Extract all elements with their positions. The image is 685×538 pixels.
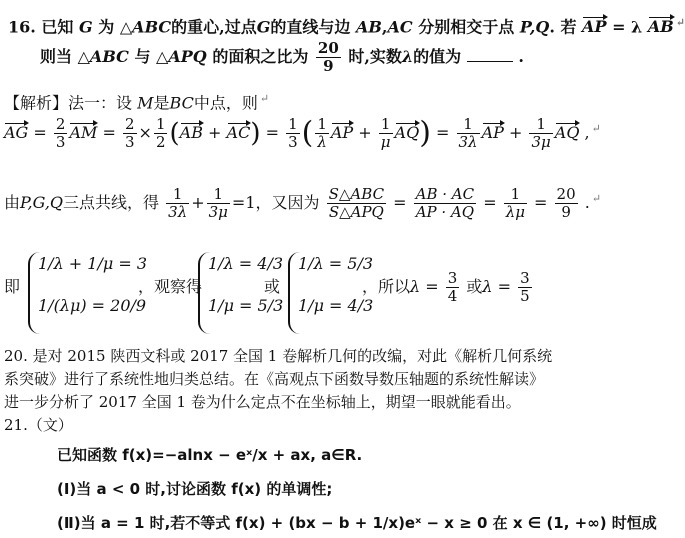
systems-block: 即 1/λ + 1/μ = 3 1/(λμ) = 20/9 ，观察得 1/λ = 4/3 1/μ = 5/3 或 1/λ = 5/3 1/μ = 4/3 ，所以λ = $\frac{3}{4}$ 或λ = $\frac{3}{5}$ xyxy=(0,250,640,340)
vector-ap: AP xyxy=(582,17,607,37)
problem16-line1: 16. 已知 G 为 △ABC的重心,过点G的直线与边 AB,AC 分别相交于点 P,Q. 若 AP = λ AB ↵ xyxy=(8,16,685,37)
vector-ab: AB xyxy=(647,17,674,37)
para20-line3: 进一步分析了 2017 全国 1 卷为什么定点不在坐标轴上，期望一眼就能看出。 xyxy=(4,393,521,411)
collinear-equation: 由P,G,Q三点共线，得 $\frac{1}{3\lambda}$ + $\frac{1}{3\mu}$ =1，又因为 $\frac{\text{S△ABC}}{\text{S△APQ}}$ = $\frac{AB \cdot AC}{AP \cdot AQ}$ = $\frac{1}{\lambda\mu}$ = $\frac{20}{9}$ . ↵ xyxy=(4,185,602,221)
para20-line2: 系突破》进行了系统性地归类总结。在《高观点下函数导数压轴题的系统性解读》 xyxy=(4,370,545,388)
problem21-line1: 已知函数 f(x)=−alnx − eˣ/x + ax, a∈R. xyxy=(57,446,363,464)
problem21-box xyxy=(55,440,657,538)
problem21-line2: (Ⅰ)当 a < 0 时,讨论函数 f(x) 的单调性; xyxy=(57,480,333,498)
ratio-fraction: $\frac{20}{9}$ xyxy=(317,39,339,75)
vector-equation: AG = $\frac{2}{3}$ AM = $\frac{2}{3}$ × $\frac{1}{2}$ (AB + AC) = $\frac{1}{3}$ ( $\frac{1}{\lambda}$ AP + $\frac{1}{\mu}$ AQ) = $\frac{1}{3\lambda}$ AP + $\frac{1}{3\mu}$ AQ , ↵ xyxy=(4,115,601,151)
para20-line4: 21.（文） xyxy=(4,416,73,434)
lambda-answer: ，所以λ = $\frac{3}{4}$ 或λ = $\frac{3}{5}$ xyxy=(362,269,530,305)
analysis-heading: 【解析】法一：设 M是BC中点，则 ↵ xyxy=(4,92,270,113)
problem21-line3: (Ⅱ)当 a = 1 时,若不等式 f(x) + (bx − b + 1/x)eˣ − x ≥ 0 在 x ∈ (1, +∞) 时恒成 xyxy=(57,514,657,532)
para20-line1: 20. 是对 2015 陕西文科或 2017 全国 1 卷解析几何的改编，对此《解析几何系统 xyxy=(4,347,553,365)
problem-number: 16. xyxy=(8,17,36,37)
problem16-line2: 则当 △ABC 与 △APQ 的面积之比为 $\frac{20}{9}$ 时,实数λ的值为 . xyxy=(40,39,524,75)
answer-blank xyxy=(467,47,513,62)
